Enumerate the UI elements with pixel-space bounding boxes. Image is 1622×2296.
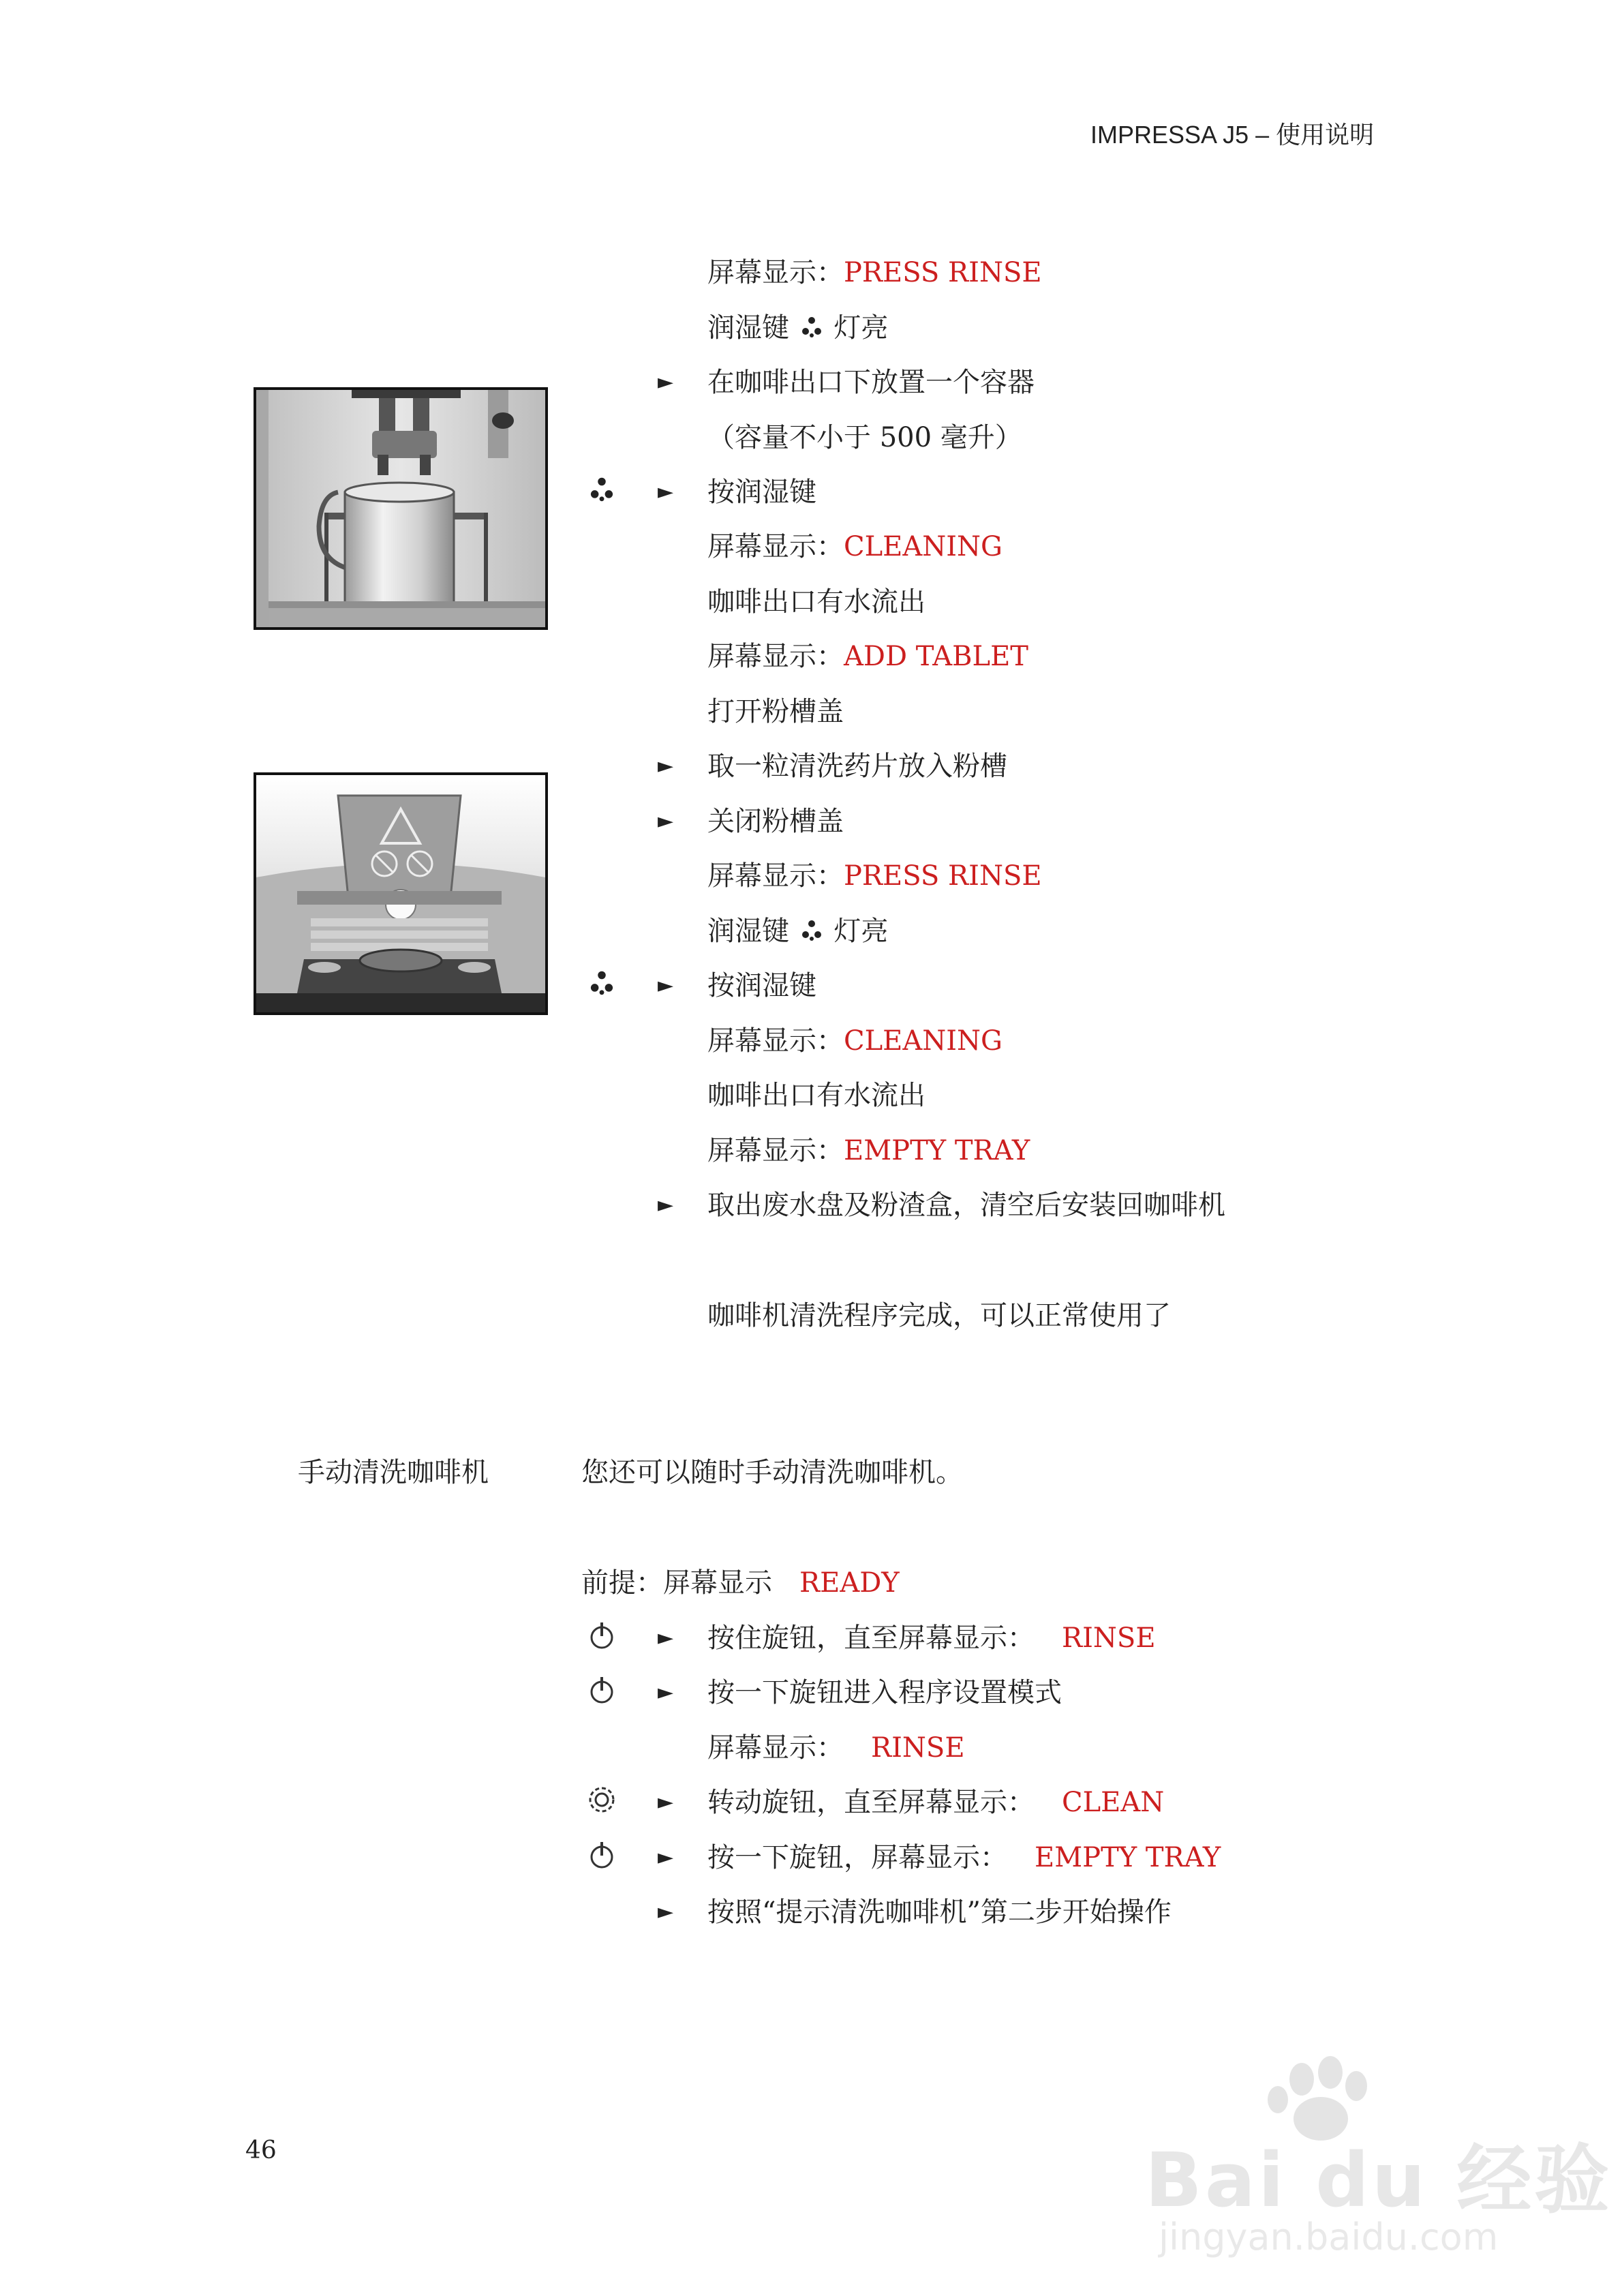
step-line (707, 636, 1028, 677)
step-line (707, 526, 1003, 567)
step-line (707, 307, 888, 348)
watermark-brand: Bai du 经验 (1145, 2136, 1612, 2224)
step-text: 润湿键 (707, 312, 798, 344)
step-text: 润湿键 (707, 916, 798, 947)
display-message: EMPTY TRAY (1035, 1842, 1221, 1873)
bullet-marker: ► (658, 1193, 674, 1217)
step-line: 取出废水盘及粉渣盒，清空后安装回咖啡机 (707, 1190, 1225, 1221)
step-text: 屏幕显示： (707, 641, 844, 672)
bullet-marker: ► (658, 809, 674, 833)
page-header: IMPRESSA J5 – 使用说明 (1090, 121, 1375, 149)
step-line: 取一粒清洗药片放入粉槽 (707, 751, 1007, 782)
display-message: CLEAN (1062, 1787, 1165, 1818)
step-text: 转动旋钮，直至屏幕显示： (707, 1787, 1035, 1818)
step-line: 咖啡出口有水流出 (707, 586, 925, 618)
knob-press-icon (586, 1620, 617, 1651)
bullet-marker: ► (658, 1626, 674, 1650)
step-line (707, 1727, 965, 1768)
display-message: PRESS RINSE (844, 257, 1042, 288)
step-line: （容量不小于 500 毫升） (707, 422, 1022, 453)
knob-press-icon (586, 1839, 617, 1871)
step-text: 屏幕显示： (707, 1732, 844, 1764)
page-number: 46 (245, 2136, 277, 2164)
figure-container-under-outlet (254, 387, 548, 630)
step-line: 按润湿键 (707, 970, 816, 1001)
rinse-icon (586, 474, 617, 505)
rinse-icon (586, 967, 617, 999)
completion-note: 咖啡机清洗程序完成，可以正常使用了 (707, 1300, 1171, 1331)
step-line (707, 252, 1042, 293)
section-label-manual-cleaning: 手动清洗咖啡机 (298, 1457, 489, 1488)
display-message: CLEANING (844, 531, 1003, 562)
bullet-marker: ► (658, 754, 674, 778)
step-line (707, 911, 888, 952)
coffee-machine-chute-illustration (256, 775, 545, 1012)
step-text: 按一下旋钮，屏幕显示： (707, 1842, 1007, 1873)
baidu-jingyan-watermark (1131, 2052, 1612, 2263)
bullet-marker: ► (658, 1790, 674, 1814)
step-text: 屏幕显示： (707, 860, 844, 892)
step-line (707, 1130, 1030, 1171)
manual-prerequisite (581, 1562, 900, 1603)
step-text: 屏幕显示： (707, 257, 844, 288)
step-line (707, 1021, 1003, 1061)
step-text: 灯亮 (825, 312, 889, 344)
coffee-machine-outlet-illustration (256, 390, 545, 627)
step-text: 屏幕显示： (707, 531, 844, 562)
display-message: RINSE (1062, 1622, 1156, 1654)
display-message: ADD TABLET (844, 641, 1028, 672)
display-message: PRESS RINSE (844, 860, 1042, 892)
rinse-icon (798, 315, 825, 339)
display-message: CLEANING (844, 1025, 1003, 1057)
step-line: 咖啡出口有水流出 (707, 1080, 925, 1111)
step-line (707, 856, 1042, 896)
bullet-marker: ► (658, 1900, 674, 1924)
step-text: 屏幕显示： (707, 1025, 844, 1057)
step-line (707, 1618, 1156, 1659)
step-text: 屏幕显示： (707, 1135, 844, 1166)
step-line: 按照“提示清洗咖啡机”第二步开始操作 (707, 1897, 1172, 1928)
step-line (707, 1782, 1164, 1823)
rinse-icon (798, 918, 825, 943)
step-line: 打开粉槽盖 (707, 696, 844, 727)
step-line: 关闭粉槽盖 (707, 806, 844, 837)
watermark-url: jingyan.baidu.com (1159, 2216, 1499, 2259)
display-message: EMPTY TRAY (844, 1135, 1030, 1166)
bullet-marker: ► (658, 480, 674, 504)
step-text: 按住旋钮，直至屏幕显示： (707, 1622, 1035, 1654)
prerequisite-text: 前提：屏幕显示 (581, 1567, 772, 1599)
bullet-marker: ► (658, 1845, 674, 1869)
manual-intro: 您还可以随时手动清洗咖啡机。 (581, 1457, 963, 1488)
display-message: READY (799, 1567, 900, 1599)
bullet-marker: ► (658, 973, 674, 997)
figure-tablet-into-chute (254, 772, 548, 1015)
step-line (707, 1837, 1221, 1878)
knob-rotate-icon (586, 1784, 617, 1815)
display-message: RINSE (871, 1732, 965, 1764)
step-line: 按一下旋钮进入程序设置模式 (707, 1677, 1062, 1708)
bullet-marker: ► (658, 1680, 674, 1704)
knob-press-icon (586, 1674, 617, 1706)
step-text: 灯亮 (825, 916, 889, 947)
step-line: 在咖啡出口下放置一个容器 (707, 367, 1035, 398)
step-line: 按润湿键 (707, 477, 816, 508)
bullet-marker: ► (658, 370, 674, 394)
